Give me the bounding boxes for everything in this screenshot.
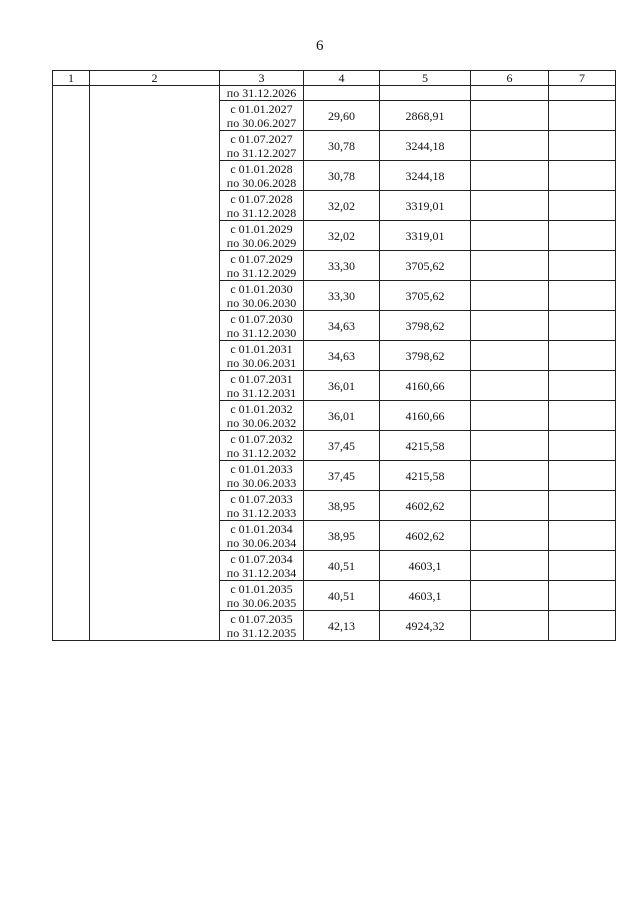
cell-col-7 [549,311,616,341]
cell-col-6 [471,581,549,611]
period-to: по 30.06.2029 [226,235,297,250]
cell-col-7 [549,221,616,251]
cell-col-7 [549,101,616,131]
cell-col-7 [549,431,616,461]
cell-col-5: 4602,62 [380,491,471,521]
cell-col-4: 40,51 [304,551,380,581]
cell-col-6 [471,371,549,401]
header-col-4: 4 [304,71,380,86]
period-to: по 31.12.2035 [226,625,297,640]
period-to: по 30.06.2034 [226,535,297,550]
table-header [53,71,616,86]
cell-col-4: 30,78 [304,131,380,161]
header-col-5: 5 [380,71,471,86]
cell-col-5: 3798,62 [380,341,471,371]
cell-col-5: 4215,58 [380,431,471,461]
period-to: по 30.06.2030 [226,295,297,310]
cell-period [220,161,304,191]
period-from: с 01.07.2030 [230,311,293,326]
cell-period [220,611,304,641]
cell-col-6 [471,311,549,341]
cell-col-1-merged [53,86,90,641]
period-from: с 01.07.2033 [230,491,293,506]
header-col-2: 2 [90,71,220,86]
cell-col-4: 29,60 [304,101,380,131]
cell-period [220,131,304,161]
cell-col-4 [304,86,380,101]
period-from: с 01.07.2031 [230,371,293,386]
cell-col-6 [471,431,549,461]
cell-period [220,581,304,611]
cell-col-7 [549,251,616,281]
cell-col-7 [549,401,616,431]
cell-period [220,491,304,521]
period-from: с 01.07.2032 [230,431,293,446]
cell-col-6 [471,161,549,191]
period-to: по 30.06.2035 [226,595,297,610]
cell-col-7 [549,86,616,101]
cell-col-6 [471,191,549,221]
cell-period [220,521,304,551]
cell-col-7 [549,491,616,521]
cell-col-6 [471,551,549,581]
cell-col-5: 3319,01 [380,191,471,221]
period-from: с 01.07.2028 [230,191,293,206]
period-from: с 01.07.2029 [230,251,293,266]
cell-col-4: 38,95 [304,491,380,521]
cell-col-4: 34,63 [304,311,380,341]
cell-col-5: 4215,58 [380,461,471,491]
cell-col-4: 37,45 [304,431,380,461]
period-to: по 30.06.2032 [226,415,297,430]
cell-col-4: 32,02 [304,221,380,251]
period-to: по 31.12.2029 [226,265,297,280]
period-from: с 01.01.2031 [230,341,293,356]
cell-col-6 [471,491,549,521]
cell-period [220,221,304,251]
cell-col-5: 2868,91 [380,101,471,131]
period-to: по 31.12.2033 [226,505,297,520]
cell-period [220,431,304,461]
period-to: по 31.12.2027 [226,145,297,160]
cell-col-4: 36,01 [304,401,380,431]
cell-col-4: 36,01 [304,371,380,401]
period-from: с 01.01.2034 [230,521,293,536]
cell-col-6 [471,521,549,551]
cell-col-7 [549,371,616,401]
cell-col-4: 37,45 [304,461,380,491]
cell-col-5: 4924,32 [380,611,471,641]
period-to: по 30.06.2027 [226,115,297,130]
period-from: с 01.07.2027 [230,131,293,146]
period-from: с 01.01.2033 [230,461,293,476]
period-to: по 31.12.2034 [226,565,297,580]
period-from: с 01.01.2030 [230,281,293,296]
cell-period [220,251,304,281]
cell-col-6 [471,86,549,101]
header-col-7: 7 [549,71,616,86]
cell-col-4: 30,78 [304,161,380,191]
cell-col-4: 34,63 [304,341,380,371]
cell-col-7 [549,611,616,641]
cell-col-5: 4160,66 [380,401,471,431]
header-row [53,71,616,86]
period-from: с 01.07.2035 [230,611,293,626]
header-col-6: 6 [471,71,549,86]
cell-period: по 31.12.2026 [220,86,304,101]
cell-col-5: 4160,66 [380,371,471,401]
cell-col-4: 40,51 [304,581,380,611]
cell-col-6 [471,101,549,131]
page-number: 6 [316,38,324,54]
period-to: по 31.12.2032 [226,445,297,460]
cell-col-6 [471,341,549,371]
cell-col-5: 3705,62 [380,251,471,281]
period-from: с 01.01.2027 [230,101,293,116]
cell-period [220,101,304,131]
cell-col-7 [549,461,616,491]
period-to: по 30.06.2031 [226,355,297,370]
cell-col-5: 3798,62 [380,311,471,341]
cell-period [220,461,304,491]
cell-col-2-merged [90,86,220,641]
cell-col-6 [471,251,549,281]
period-to: по 31.12.2028 [226,205,297,220]
period-to: по 30.06.2033 [226,475,297,490]
cell-period [220,281,304,311]
table-body [53,86,616,641]
cell-col-7 [549,281,616,311]
cell-col-6 [471,131,549,161]
cell-col-5 [380,86,471,101]
cell-col-6 [471,461,549,491]
period-from: с 01.07.2034 [230,551,293,566]
cell-col-4: 32,02 [304,191,380,221]
cell-period [220,191,304,221]
period-to: по 31.12.2031 [226,385,297,400]
period-from: с 01.01.2032 [230,401,293,416]
cell-col-5: 4603,1 [380,551,471,581]
cell-col-6 [471,221,549,251]
cell-col-5: 4603,1 [380,581,471,611]
cell-col-4: 42,13 [304,611,380,641]
cell-col-6 [471,401,549,431]
cell-period [220,341,304,371]
cell-col-7 [549,521,616,551]
cell-col-7 [549,581,616,611]
cell-col-5: 3244,18 [380,161,471,191]
cell-col-6 [471,611,549,641]
period-from: с 01.01.2029 [230,221,293,236]
period-to: по 31.12.2030 [226,325,297,340]
cell-col-5: 3319,01 [380,221,471,251]
header-col-3: 3 [220,71,304,86]
header-col-1: 1 [53,71,90,86]
table-row [53,86,616,101]
cell-col-6 [471,281,549,311]
cell-col-5: 4602,62 [380,521,471,551]
cell-period [220,371,304,401]
period-from: с 01.01.2028 [230,161,293,176]
cell-period [220,401,304,431]
cell-col-4: 33,30 [304,251,380,281]
period-to: по 30.06.2028 [226,175,297,190]
cell-period [220,311,304,341]
cell-period [220,551,304,581]
cell-col-7 [549,341,616,371]
tariff-table [52,70,616,641]
cell-col-5: 3705,62 [380,281,471,311]
cell-col-7 [549,191,616,221]
cell-col-4: 33,30 [304,281,380,311]
cell-col-7 [549,551,616,581]
period-from: с 01.01.2035 [230,581,293,596]
cell-col-7 [549,161,616,191]
cell-col-4: 38,95 [304,521,380,551]
cell-col-7 [549,131,616,161]
cell-col-5: 3244,18 [380,131,471,161]
